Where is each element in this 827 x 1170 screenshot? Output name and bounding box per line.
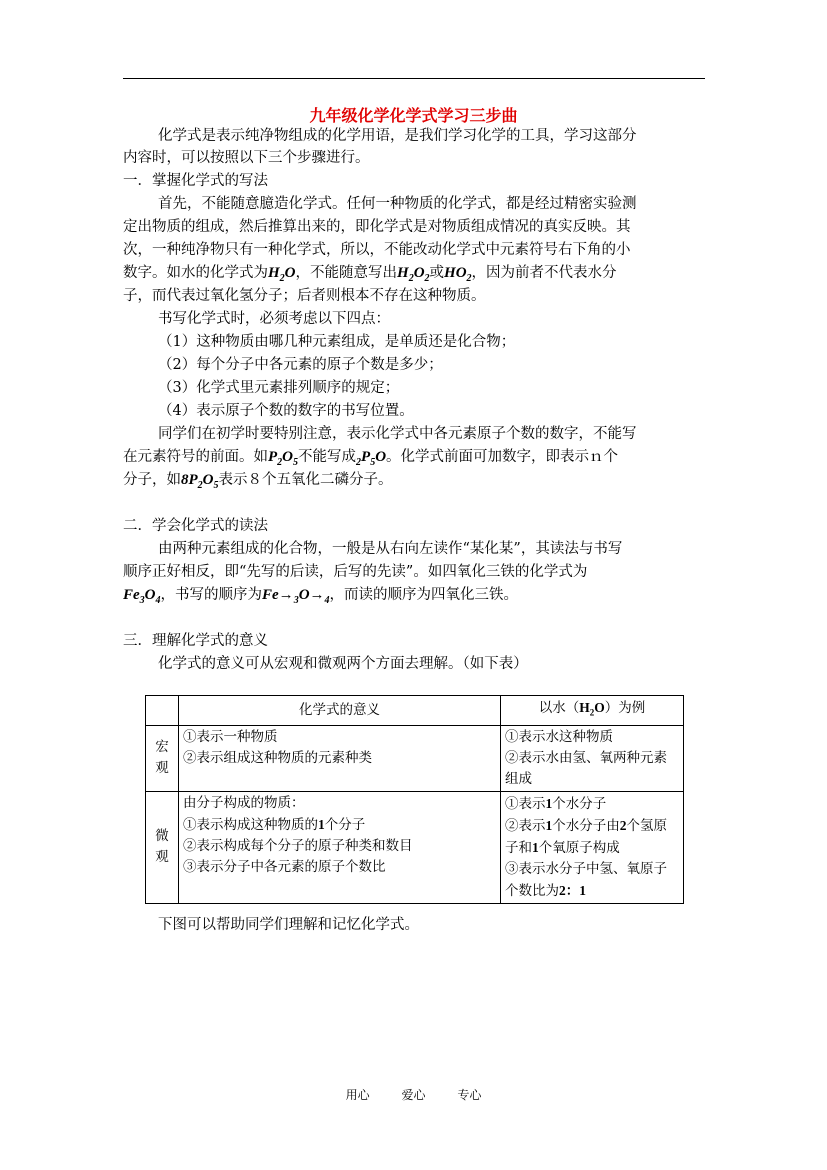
intro-line-2: 内容时，可以按照以下三个步骤进行。: [123, 150, 370, 166]
point-item: （2）每个分子中各元素的原子个数是多少；: [158, 357, 443, 373]
s1-para-line: 同学们在初学时要特别注意，表示化学式中各元素原子个数的数字，不能写: [158, 426, 637, 442]
s2-para-line: 顺序正好相反，即“先写的后读，后写的先读”。如四氧化三铁的化学式为: [123, 564, 588, 580]
section-3-heading: 三．理解化学式的意义: [123, 633, 268, 649]
formula-h2o2: $H_2O_2$: [397, 265, 430, 284]
page-footer: [0, 1086, 827, 1103]
formula-2p5o: $_2P_5O$: [356, 449, 387, 468]
s1-para-line: 子，而代表过氧化氢分子；后者则根本不存在这种物质。: [123, 288, 486, 304]
s1-para-line: 定出物质的组成，然后推算出来的，即化学式是对物质组成情况的真实反映。其: [123, 219, 631, 235]
table-row: [146, 725, 684, 791]
table-corner-cell: [146, 696, 179, 726]
page-title: 九年级化学化学式学习三步曲: [309, 106, 518, 125]
formula-h2o: $H_2O$: [579, 700, 605, 718]
formula-ho2: $HO_2$: [444, 265, 472, 284]
point-item: （4）表示原子个数的数字的书写位置。: [158, 403, 414, 419]
footer-text: 用心: [345, 1088, 370, 1102]
macro-meaning-cell: ①表示一种物质 ②表示组成这种物质的元素种类: [179, 725, 501, 791]
section-1-heading: 一．掌握化学式的写法: [123, 173, 268, 189]
footer-text: 爱心: [401, 1088, 426, 1102]
point-item: （3）化学式里元素排列顺序的规定；: [158, 380, 400, 396]
table-header-meaning: 化学式的意义: [179, 696, 501, 726]
s1-para-line: 首先，不能随意臆造化学式。任何一种物质的化学式，都是经过精密实验测: [158, 196, 637, 212]
s1-para-line-formulas: 在元素符号的前面。如$P_2O_5$不能写成$_2P_5O$。化学式前面可加数字，即表示ｎ个: [123, 449, 619, 468]
closing-line: 下图可以帮助同学们理解和记忆化学式。: [158, 917, 419, 933]
formula-h2o: $H_2O$: [268, 265, 296, 284]
footer-text: 专心: [457, 1088, 482, 1102]
formula-p2o5: $P_2O_5$: [268, 449, 299, 468]
formula-8p2o5: $8P_2O_5$: [181, 472, 219, 491]
s1-para-line: 次，一种纯净物只有一种化学式，所以，不能改动化学式中元素符号右下角的小: [123, 242, 631, 258]
header-rule: [123, 78, 705, 79]
meaning-table: [145, 695, 684, 904]
table-header-example: 以水$(H_2O)$为例: [501, 696, 684, 726]
macro-example-cell: ①表示水这种物质 ②表示水由氢、氧两种元素组成: [501, 725, 684, 791]
s1-points-intro: 书写化学式时，必须考虑以下四点：: [158, 311, 390, 327]
s2-para-line: 由两种元素组成的化合物，一般是从右向左读作“某化某”，其读法与书写: [158, 541, 623, 557]
micro-example-cell: ①表示1个水分子 ②表示1个水分子由2个氢原子和1个氧原子构成 ③表示水分子中氢、氧原子个数比为2：1: [501, 791, 684, 903]
s1-para-line-formulas: 分子，如$8P_2O_5$表示８个五氧化二磷分子。: [123, 472, 393, 491]
macro-label: 宏 观: [146, 725, 179, 791]
intro-line-1: 化学式是表示纯净物组成的化学用语，是我们学习化学的工具，学习这部分: [158, 128, 637, 144]
point-item: （1）这种物质由哪几种元素组成，是单质还是化合物；: [158, 334, 516, 350]
table-row: [146, 791, 684, 903]
micro-label: 微 观: [146, 791, 179, 903]
s1-para-line-formulas: 数字。如水的化学式为$H_2O$，不能随意写出$H_2O_2$或$HO_2$，因为前者不代表水分: [123, 265, 617, 284]
formula-order-arrows: $Fe\to_3O\to_4$: [262, 587, 330, 606]
formula-fe3o4: $Fe_3O_4$: [123, 587, 161, 606]
section-2-heading: 二．学会化学式的读法: [123, 518, 268, 534]
micro-meaning-cell: 由分子构成的物质： ①表示构成这种物质的1个分子 ②表示构成每个分子的原子种类和数目 ③表示分子中各元素的原子个数比: [179, 791, 501, 903]
table-header-row: [146, 696, 684, 726]
s3-para-line: 化学式的意义可从宏观和微观两个方面去理解。（如下表）: [158, 656, 528, 672]
s2-para-line-formulas: $Fe_3O_4$，书写的顺序为$Fe\to_3O\to_4$，而读的顺序为四氧化三铁。: [123, 587, 519, 606]
